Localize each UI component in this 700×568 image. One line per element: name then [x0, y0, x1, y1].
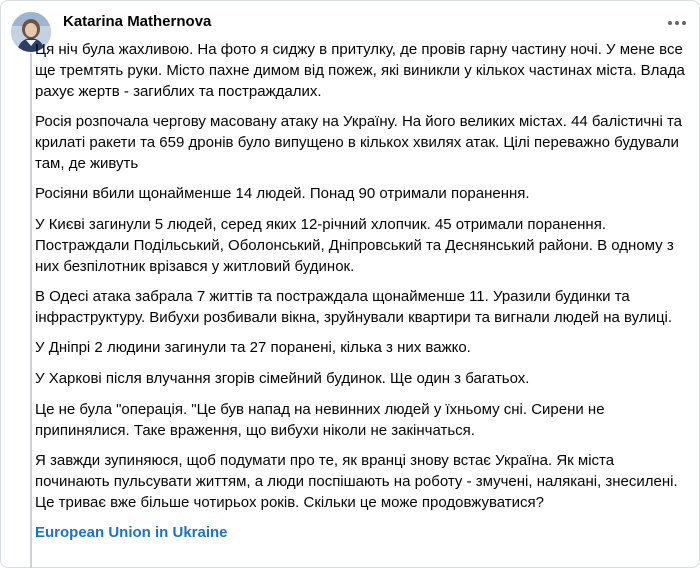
paragraph: Я завжди зупиняюся, щоб подумати про те, як вранці знову встає Україна. Як міста починають пульсувати життям, а люди поспішають на роботу - змучені, налякані, знесилені. Це триває вже більше чотирьох років. Скільки це може продовжуватися? [35, 452, 678, 511]
paragraph: У Харкові після влучання згорів сімейний будинок. Ще один з багатьох. [35, 370, 530, 387]
thread-line [30, 53, 32, 568]
page-mention-link[interactable]: European Union in Ukraine [35, 524, 228, 541]
author-name[interactable]: Katarina Mathernova [63, 12, 212, 30]
paragraph: В Одесі атака забрала 7 життів та постраждала щонайменше 11. Уразили будинки та інфраструктуру. Вибухи розбивали вікна, зруйнували квартири та вигнали людей на вулиці. [35, 288, 673, 326]
more-options-button[interactable] [663, 11, 691, 35]
paragraph: Росіяни вбили щонайменше 14 людей. Понад 90 отримали поранення. [35, 185, 530, 202]
paragraph: У Києві загинули 5 людей, серед яких 12-річний хлопчик. 45 отримали поранення. Постраждали Подільський, Оболонський, Дніпровський та Деснянський райони. В одному з них безпілотник врізався у житловий будинок. [35, 216, 674, 275]
more-horizontal-icon [667, 20, 687, 26]
paragraph: Це не була "операція. "Це був напад на невинних людей у їхньому сні. Сирени не припинялися. Таке враження, що вибухи ніколи не закінчаться. [35, 401, 605, 439]
post-text [35, 39, 691, 543]
paragraph: У Дніпрі 2 людини загинули та 27 поранені, кілька з них важко. [35, 339, 471, 356]
paragraph: Ця ніч була жахливою. На фото я сиджу в притулку, де провів гарну частину ночі. У мене все ще тремтять руки. Місто пахне димом від пожеж, які виникли у кількох частинах міста. Влада рахує жертв - загиблих та постраждалих. [35, 41, 685, 100]
paragraph: Росія розпочала чергову масовану атаку на Україну. На його великих містах. 44 балістичні та крилаті ракети та 659 дронів було випущено в кількох хвилях атак. Цілі переважно будували там, де живуть [35, 113, 682, 172]
